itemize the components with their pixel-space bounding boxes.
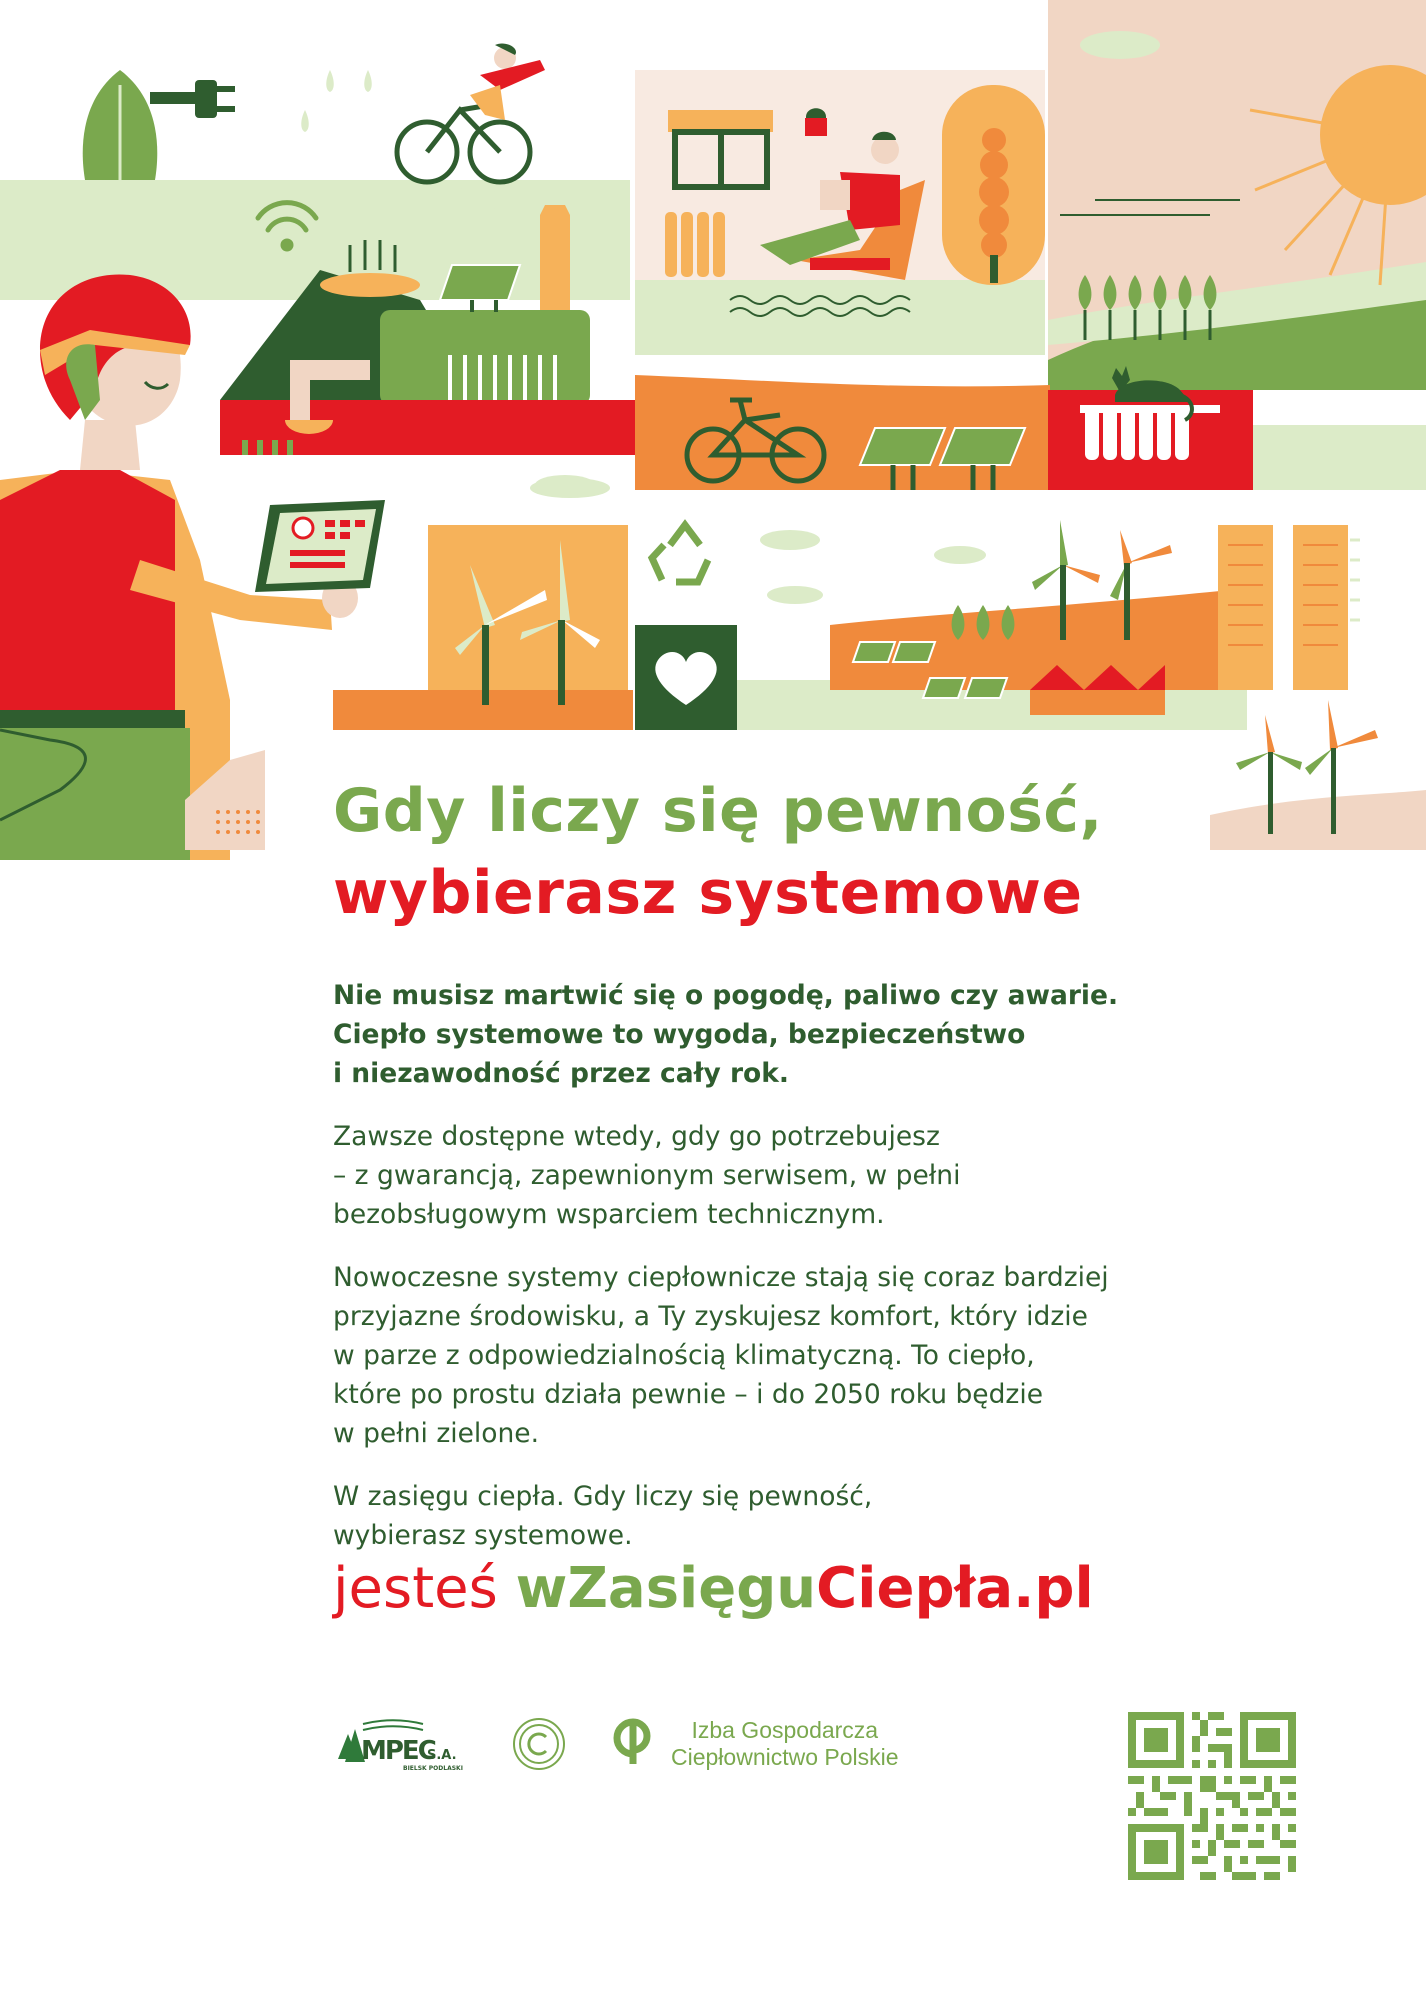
body-line: – z gwarancją, zapewnionym serwisem, w pełni xyxy=(333,1160,961,1191)
headline xyxy=(333,770,1233,934)
body-line: bezobsługowym wsparciem technicznym. xyxy=(333,1199,885,1230)
body-line: w pełni zielone. xyxy=(333,1418,540,1449)
mpec-logo xyxy=(333,1714,463,1774)
url-part-2: Ciepła.pl xyxy=(816,1556,1094,1621)
lead-line: Ciepło systemowe to wygoda, bezpieczeństwo xyxy=(333,1019,1026,1050)
svg-text:S.A.: S.A. xyxy=(427,1748,457,1763)
body-line: które po prostu działa pewnie – i do 2050 roku będzie xyxy=(333,1379,1044,1410)
hero-illustration xyxy=(0,0,1426,860)
izba-logo-text xyxy=(671,1717,899,1771)
body-line: Nowoczesne systemy ciepłownicze stają się coraz bardziej xyxy=(333,1262,1109,1293)
cyclist xyxy=(397,105,530,182)
partner-logos xyxy=(333,1700,1333,1900)
small-trees xyxy=(952,605,1015,640)
izba-line-2: Ciepłownictwo Polskie xyxy=(671,1744,899,1770)
qr-code[interactable] xyxy=(1128,1712,1296,1880)
body-line: przyjazne środowisku, a Ty zyskujesz komfort, który idzie xyxy=(333,1301,1088,1332)
url-part-1: wZasięgu xyxy=(515,1556,817,1621)
headline-line-2: wybierasz systemowe xyxy=(333,858,1083,928)
svg-text:BIELSK PODLASKI: BIELSK PODLASKI xyxy=(403,1765,463,1772)
body-line: Zawsze dostępne wtedy, gdy go potrzebujesz xyxy=(333,1121,940,1152)
recycle-icon xyxy=(652,525,708,582)
raindrop-icon xyxy=(301,70,372,132)
solar-panel-roof xyxy=(440,265,520,312)
leaf-plug-icon xyxy=(83,70,235,180)
lead-paragraph xyxy=(333,976,1233,1093)
headline-line-1: Gdy liczy się pewność, xyxy=(333,776,1103,846)
url-prefix: jesteś xyxy=(333,1556,516,1621)
body-line: w parze z odpowiedzialnością klimatyczną. To ciepło, xyxy=(333,1340,1035,1371)
copyright-circle-logo xyxy=(511,1716,567,1772)
lead-line: Nie musisz martwić się o pogodę, paliwo czy awarie. xyxy=(333,980,1119,1011)
body-paragraph-1 xyxy=(333,1117,1233,1234)
apartment-blocks xyxy=(1218,525,1360,690)
campaign-url[interactable] xyxy=(333,1556,1094,1621)
body-paragraph-2 xyxy=(333,1258,1233,1453)
svg-text:MPEC: MPEC xyxy=(361,1736,435,1766)
body-paragraph-3 xyxy=(333,1477,1233,1555)
body-line: wybierasz systemowe. xyxy=(333,1520,633,1551)
main-content xyxy=(333,770,1233,1555)
body-line: W zasięgu ciepła. Gdy liczy się pewność, xyxy=(333,1481,873,1512)
izba-line-1: Izba Gospodarcza xyxy=(691,1717,879,1743)
lead-line: i niezawodność przez cały rok. xyxy=(333,1058,789,1089)
izba-cp-icon xyxy=(605,1714,660,1766)
